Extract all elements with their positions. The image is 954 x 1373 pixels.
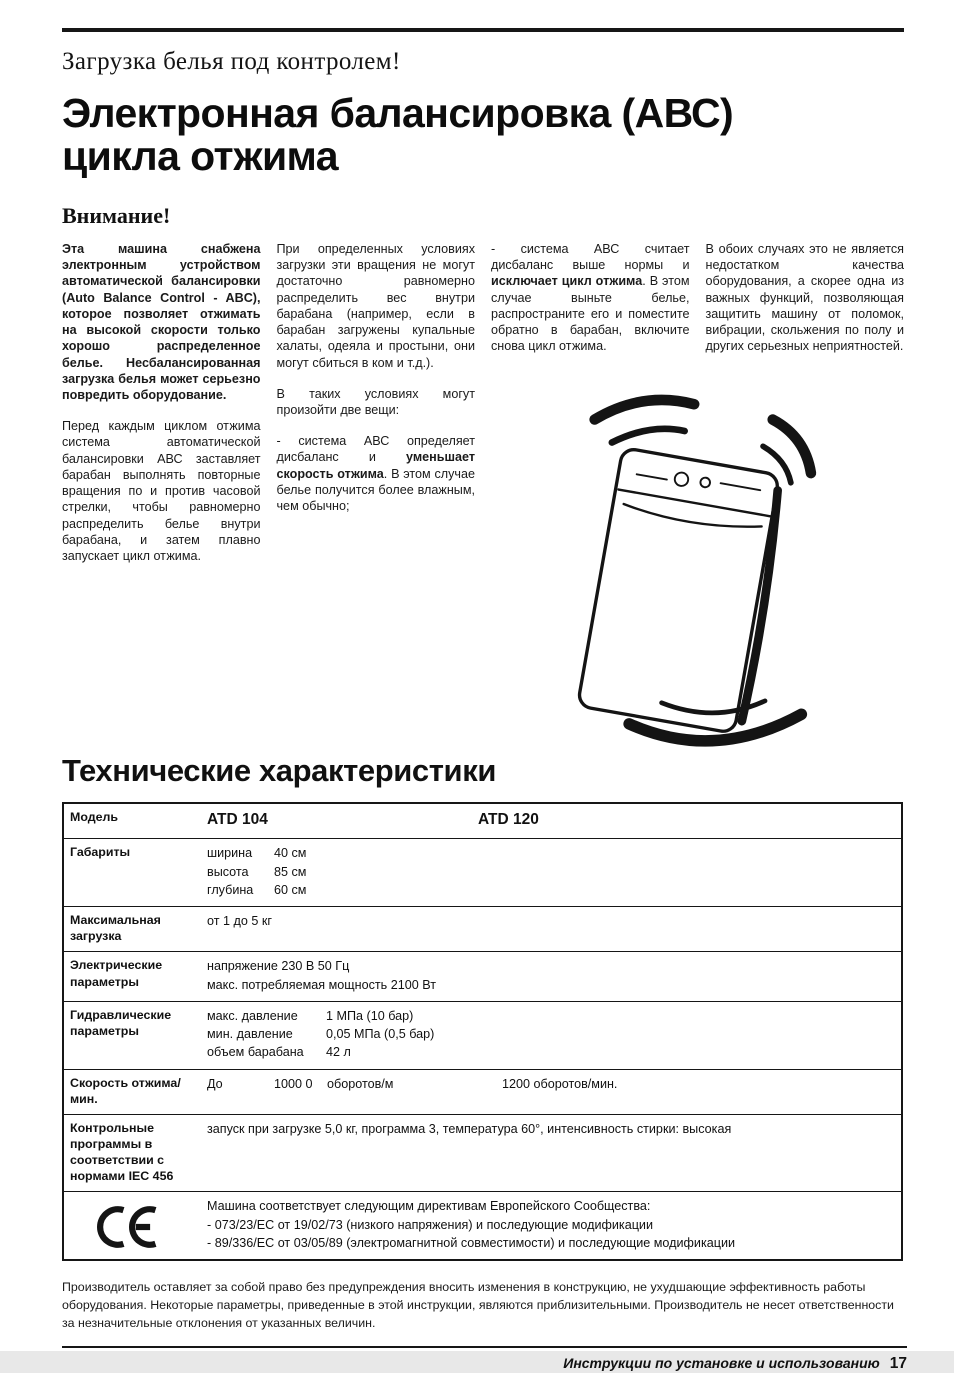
row-label: Скорость отжима/мин. <box>70 1075 181 1106</box>
text-column-1 <box>62 241 261 753</box>
spec-value: 60 см <box>274 882 307 897</box>
row-content <box>207 1075 891 1107</box>
page-title-line2: цикла отжима <box>62 133 338 180</box>
page-footer <box>62 1355 907 1373</box>
spec-line <box>207 1043 891 1061</box>
table-row-spin-speed <box>64 1069 901 1114</box>
specs-table <box>62 802 903 1261</box>
spec-value: 0,05 МПа (0,5 бар) <box>326 1027 435 1042</box>
page-title <box>62 92 904 179</box>
row-label: Максимальная загрузка <box>70 913 161 944</box>
paragraph: В обоих случаях это не является недостатком качества оборудования, а скорее одна из важных функций, позволяющая защитить машину от поломок, вибрации, скольжения по полу и других серьезных неприятностей. <box>705 241 904 354</box>
spec-line: напряжение 230 В 50 Гц <box>207 959 350 974</box>
attention-heading: Внимание! <box>62 202 171 228</box>
row-label: Модель <box>70 809 118 824</box>
row-content <box>207 809 891 831</box>
model-2: ATD 120 <box>478 810 539 828</box>
spec-name: высота <box>207 864 249 879</box>
spec-line: макс. потребляемая мощность 2100 Вт <box>207 977 436 992</box>
top-rule <box>62 28 904 32</box>
paragraph: В таких условиях могут произойти две вещи: <box>276 386 475 418</box>
row-content <box>207 912 891 944</box>
spec-line: - 89/336/EC от 03/05/89 (электромагнитной совместимости) и последующие модификации <box>207 1235 736 1250</box>
spec-value: 40 см <box>274 846 307 861</box>
paragraph: Перед каждым циклом отжима система автоматической балансировки АВС заставляет барабан выполнять повторные вращения по и против часовой стрелки, чтобы равномерно распределить белье внутри барабана, и затем плавно запускает цикл отжима. <box>62 419 261 564</box>
paragraph: Эта машина снабжена электронным устройством автоматической балансировки (Auto Balance Control - ABC), которое позволяет отжимать на высокой скорости только хорошо распределенное белье. Несбалансированная загрузка белья может серьезно повредить оборудование. <box>62 241 261 403</box>
table-row-hydraulic <box>64 1001 901 1069</box>
text-run: . В этом случае выньте белье, распространите его и поместите обратно в барабан, включите снова цикл отжима. <box>491 274 690 354</box>
table-row-max-load <box>64 906 901 951</box>
attention-columns <box>62 241 904 753</box>
spec-line <box>207 863 891 881</box>
spec-line <box>207 844 891 862</box>
spec-line <box>207 1007 891 1025</box>
spec-name: макс. давление <box>207 1008 298 1023</box>
row-content <box>207 844 891 899</box>
text-run-bold: исключает цикл отжима <box>491 274 643 289</box>
table-row-control-programs <box>64 1114 901 1192</box>
disclaimer-text: Производитель оставляет за собой право без предупреждения вносить изменения в конструкцию, не ухудшающие эффективность работы оборудования. Некоторые параметры, приведенные в этой инструкции, являются приблизительными. Производитель не несет ответственности за незначительные отклонения от указанных величин. <box>62 1280 894 1331</box>
page-title-line1: Электронная балансировка (АВС) <box>62 90 734 136</box>
table-row-dimensions <box>64 838 901 906</box>
spec-value: 85 см <box>274 864 307 879</box>
text-run-bold: уменьшает скорость отжима <box>276 450 475 481</box>
spec-value: 1 МПа (10 бар) <box>326 1008 414 1023</box>
model-1: ATD 104 <box>207 810 268 828</box>
table-row-electric <box>64 951 901 1001</box>
spec-line: Машина соответствует следующим директивам Европейского Сообщества: <box>207 1199 651 1214</box>
paragraph <box>277 433 476 514</box>
spec-name: мин. давление <box>207 1027 293 1042</box>
spec-value: 1200 оборотов/мин. <box>502 1076 618 1091</box>
spec-value: 42 л <box>326 1045 351 1060</box>
spec-line: запуск при загрузке 5,0 кг, программа 3, температура 60°, интенсивность стирки: высокая <box>207 1121 732 1136</box>
spec-line <box>207 881 891 899</box>
paragraph <box>491 241 690 355</box>
table-row-model <box>64 804 901 838</box>
footer-title: Инструкции по установке и использованию <box>563 1355 880 1372</box>
row-content <box>207 1120 891 1185</box>
specs-heading: Технические характеристики <box>62 752 496 788</box>
bottom-rule <box>62 1346 907 1348</box>
page-subtitle: Загрузка белья под контролем! <box>62 48 401 75</box>
text-run: . В этом случае белье получится более влажным, чем обычно; <box>276 466 475 514</box>
page-number: 17 <box>889 1355 907 1373</box>
spec-line: от 1 до 5 кг <box>207 914 272 929</box>
row-label: Электрические параметры <box>70 958 163 989</box>
spec-name: объем барабана <box>207 1045 304 1060</box>
ce-mark-icon <box>94 1203 160 1251</box>
washing-machine-illustration <box>518 387 834 765</box>
spec-name: ширина <box>207 846 253 861</box>
table-row-ce-directives <box>64 1191 901 1259</box>
row-label: Гидравлические параметры <box>70 1007 172 1038</box>
row-content <box>207 1007 891 1062</box>
text-run: - система АВС считает дисбаланс выше нормы и <box>491 241 690 273</box>
paragraph: При определенных условиях загрузки эти вращения не могут достаточно равномерно распределить вес внутри барабана (например, если в барабан загружены купальные халаты, одеяла и простыни, они могут сбиться в ком и т.д.). <box>276 241 475 370</box>
text-column-2 <box>277 241 476 753</box>
text-run: - система АВС определяет дисбаланс и <box>276 434 475 465</box>
row-content <box>207 1197 891 1252</box>
spec-value: До <box>207 1076 223 1091</box>
row-label: Контрольные программы в соответствии с нормами IEC 456 <box>70 1120 174 1184</box>
spec-name: глубина <box>207 882 254 897</box>
spec-value: 1000 0 <box>274 1076 313 1091</box>
spec-value: оборотов/м <box>327 1076 394 1091</box>
spec-line: - 073/23/EC от 19/02/73 (низкого напряжения) и последующие модификации <box>207 1217 654 1232</box>
row-label <box>70 1197 207 1251</box>
row-content <box>207 957 891 994</box>
row-label: Габариты <box>70 845 131 860</box>
spec-line <box>207 1025 891 1043</box>
